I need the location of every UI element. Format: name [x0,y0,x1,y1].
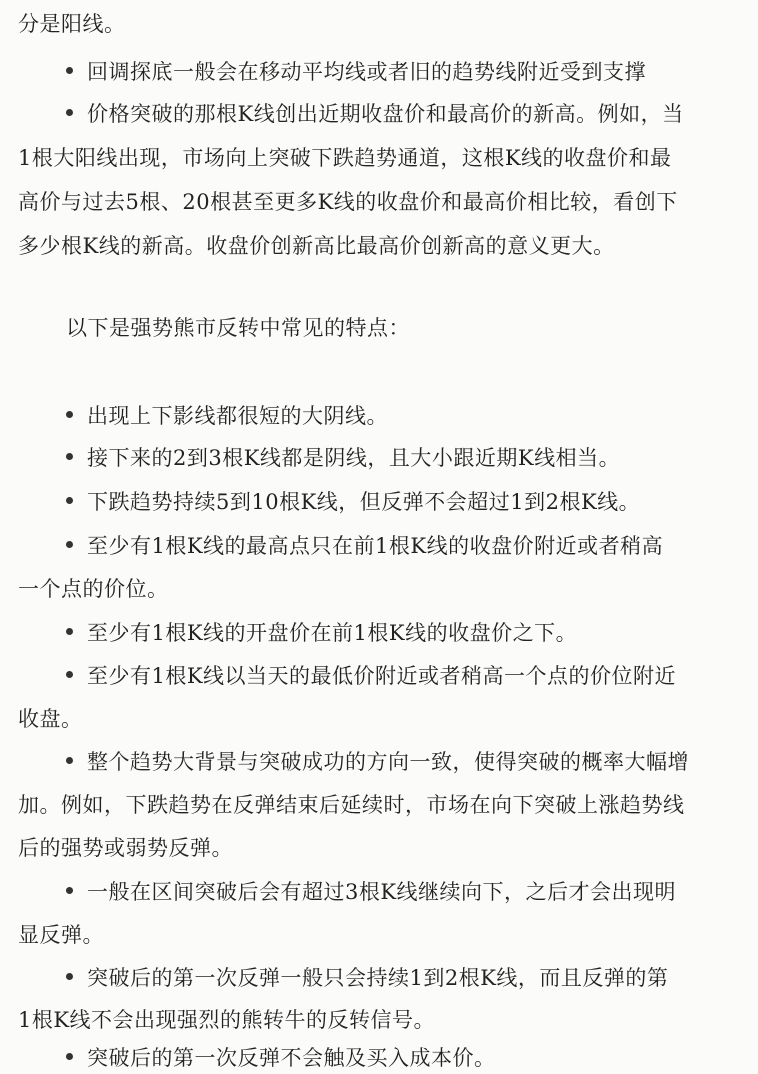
text-line: 1根大阳线出现，市场向上突破下跌趋势通道，这根K线的收盘价和最 [18,146,672,170]
bullet-icon [66,887,73,894]
bullet-icon [66,757,73,764]
section-intro: 以下是强势熊市反转中常见的特点： [66,316,410,340]
bullet-item: 回调探底一般会在移动平均线或者旧的趋势线附近受到支撑 [66,56,646,86]
bullet-icon [66,67,73,74]
bullet-item: 突破后的第一次反弹不会触及买入成本价。 [66,1042,496,1072]
bullet-icon [66,411,73,418]
bullet-item: 至少有1根K线的开盘价在前1根K线的收盘价之下。 [66,617,577,647]
bullet-item: 一般在区间突破后会有超过3根K线继续向下，之后才会出现明 [66,876,676,906]
bullet-item: 至少有1根K线的最高点只在前1根K线的收盘价附近或者稍高 [66,530,663,560]
text-line: 分是阳线。 [18,12,126,36]
bullet-item: 接下来的2到3根K线都是阴线，且大小跟近期K线相当。 [66,442,620,472]
bullet-icon [66,1053,73,1060]
bullet-item: 价格突破的那根K线创出近期收盘价和最高价的新高。例如，当 [66,98,684,128]
text-line: 加。例如，下跌趋势在反弹结束后延续时，市场在向下突破上涨趋势线 [18,793,685,817]
text-line: 1根K线不会出现强烈的熊转牛的反转信号。 [18,1008,436,1032]
bullet-item: 至少有1根K线以当天的最低价附近或者稍高一个点的价位附近 [66,660,676,690]
bullet-icon [66,628,73,635]
bullet-item: 下跌趋势持续5到10根K线，但反弹不会超过1到2根K线。 [66,486,640,516]
bullet-icon [66,497,73,504]
text-line: 一个点的价位。 [18,577,169,601]
text-line: 后的强势或弱势反弹。 [18,836,233,860]
text-line: 多少根K线的新高。收盘价创新高比最高价创新高的意义更大。 [18,234,615,258]
text-line: 高价与过去5根、20根甚至更多K线的收盘价和最高价相比较，看创下 [18,190,678,214]
text-line: 显反弹。 [18,923,104,947]
bullet-icon [66,973,73,980]
bullet-icon [66,109,73,116]
text-line: 收盘。 [18,707,83,731]
bullet-item: 整个趋势大背景与突破成功的方向一致，使得突破的概率大幅增 [66,746,689,776]
bullet-item: 突破后的第一次反弹一般只会持续1到2根K线，而且反弹的第 [66,962,668,992]
bullet-icon [66,541,73,548]
bullet-icon [66,671,73,678]
bullet-item: 出现上下影线都很短的大阴线。 [66,400,388,430]
bullet-icon [66,453,73,460]
